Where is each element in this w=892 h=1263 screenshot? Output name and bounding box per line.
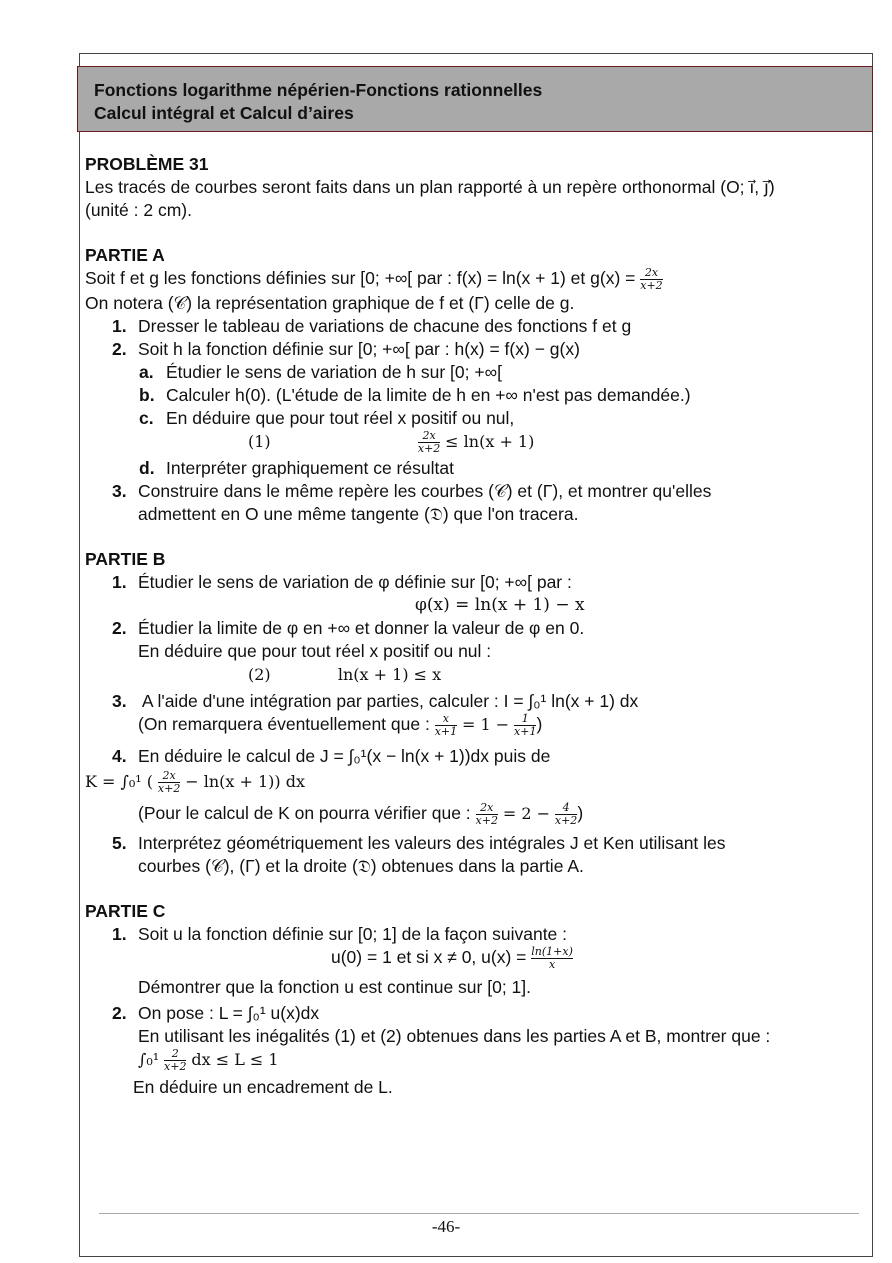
question-number: 5. — [112, 833, 127, 853]
question-c1-cont: Démontrer que la fonction u est continue sur [0; 1]. — [138, 977, 531, 997]
question-text: En déduire le calcul de J = ∫₀¹(x − ln(x + 1))dx puis de — [138, 746, 551, 766]
fraction-num: 2x — [480, 801, 494, 814]
question-b5-cont: courbes (𝒞), (Γ) et la droite (𝔇) obtenues dans la partie A. — [138, 856, 584, 876]
question-number: 1. — [112, 316, 127, 336]
question-text: A l'aide d'une intégration par parties, calculer : I = ∫₀¹ ln(x + 1) dx — [138, 691, 639, 711]
inequality-body: ln(x + 1) ≤ x — [337, 665, 442, 684]
sub-question-letter: c. — [139, 408, 154, 428]
problem-title: PROBLÈME 31 — [85, 154, 209, 174]
inequality-2 — [85, 663, 870, 686]
fraction-num: 1 — [521, 712, 529, 725]
fraction-num: x — [442, 712, 450, 725]
question-a1 — [85, 315, 870, 338]
formula-part: u(0) = 1 et si x ≠ 0, u(x) = — [331, 947, 527, 968]
fraction-den: x+2 — [157, 782, 181, 795]
question-b2-cont: En déduire que pour tout réel x positif ou nul : — [138, 641, 492, 661]
question-a2c — [85, 407, 870, 430]
problem-content — [85, 153, 870, 1099]
problem-intro: Les tracés de courbes seront faits dans un plan rapporté à un repère orthonormal (O; i⃗, j⃗) — [85, 177, 775, 197]
fraction-den: x+1 — [434, 725, 458, 738]
question-c1 — [85, 923, 870, 946]
formula-part: − ln(x + 1)) dx — [185, 772, 305, 792]
hint-text: (On remarquera éventuellement que : — [138, 714, 430, 735]
part-a-definition-text: Soit f et g les fonctions définies sur [0; +∞[ par : f(x) = ln(x + 1) et g(x) = — [85, 268, 636, 289]
page-number: -46- — [431, 1217, 461, 1236]
part-a-definition — [85, 267, 870, 292]
question-text: Interprétez géométriquement les valeurs des intégrales J et Ken utilisant les — [138, 833, 726, 853]
part-a-notation: On notera (𝒞) la représentation graphique de f et (Γ) celle de g. — [85, 293, 575, 313]
question-c2-final: En déduire un encadrement de L. — [133, 1077, 393, 1097]
fraction-den: x+2 — [475, 814, 498, 827]
question-text: Étudier le sens de variation de h sur [0; +∞[ — [166, 362, 502, 382]
question-text: En déduire que pour tout réel x positif ou nul, — [166, 408, 515, 428]
question-c2 — [85, 1002, 870, 1025]
problem-intro-unit: (unité : 2 cm). — [85, 200, 192, 220]
question-text: Étudier le sens de variation de φ définie sur [0; +∞[ par : — [138, 572, 572, 592]
fraction-num: 4 — [562, 801, 570, 814]
fraction-g — [640, 267, 662, 292]
fraction — [531, 946, 573, 971]
question-b4-hint — [85, 802, 870, 832]
question-a2a — [85, 361, 870, 384]
question-text: Soit h la fonction définie sur [0; +∞[ par : h(x) = f(x) − g(x) — [138, 339, 580, 359]
formula-part: = 2 − — [502, 804, 551, 824]
fraction — [164, 1048, 186, 1073]
question-number: 3. — [112, 481, 127, 501]
hint-close: ) — [577, 803, 584, 824]
formula-u — [85, 946, 870, 976]
fraction — [514, 713, 536, 738]
question-b3-hint — [85, 713, 870, 743]
question-a3 — [85, 480, 870, 503]
question-b1 — [85, 571, 870, 594]
inequality-tag: (1) — [248, 432, 271, 452]
question-text: Interpréter graphiquement ce résultat — [166, 458, 454, 478]
fraction — [158, 770, 180, 795]
question-text: Calculer h(0). (L'étude de la limite de h en +∞ n'est pas demandée.) — [166, 385, 691, 405]
fraction-den: x+2 — [554, 814, 578, 827]
question-a2d — [85, 457, 870, 480]
fraction-num: 2x — [422, 429, 436, 442]
question-number: 2. — [112, 339, 127, 359]
question-a2b — [85, 384, 870, 407]
sub-question-letter: b. — [139, 385, 155, 405]
fraction — [555, 802, 577, 827]
question-b2 — [85, 617, 870, 640]
sub-question-letter: d. — [139, 458, 155, 478]
question-c2-cont: En utilisant les inégalités (1) et (2) obtenues dans les parties A et B, montrer que : — [138, 1026, 771, 1046]
question-number: 1. — [112, 572, 127, 592]
fraction-den: x+2 — [164, 1060, 187, 1073]
fraction-num: 2 — [171, 1047, 179, 1060]
question-text: Soit u la fonction définie sur [0; 1] de la façon suivante : — [138, 924, 568, 944]
question-text: Étudier la limite de φ en +∞ et donner la valeur de φ en 0. — [138, 618, 585, 638]
question-text: Construire dans le même repère les courbes (𝒞) et (Γ), et montrer qu'elles — [138, 481, 712, 501]
part-a-title: PARTIE A — [85, 245, 165, 265]
chapter-title-line1: Fonctions logarithme népérien-Fonctions rationnelles — [94, 80, 543, 100]
fraction-den: x+2 — [417, 442, 441, 455]
sub-question-letter: a. — [139, 362, 154, 382]
formula-phi: φ(x) = ln(x + 1) − x — [415, 595, 585, 615]
question-text: On pose : L = ∫₀¹ u(x)dx — [138, 1003, 320, 1023]
fraction — [476, 802, 498, 827]
inequality-tag: (2) — [248, 665, 271, 684]
question-number: 2. — [112, 1003, 127, 1023]
fraction-num: 2x — [162, 769, 176, 782]
fraction-num: ln(1+x) — [531, 945, 573, 958]
chapter-header — [77, 66, 873, 132]
formula-part: ∫₀¹ — [138, 1050, 160, 1070]
question-b3 — [85, 690, 870, 713]
hint-close: ) — [536, 714, 543, 735]
part-b-title: PARTIE B — [85, 549, 166, 569]
part-c-title: PARTIE C — [85, 901, 166, 921]
formula-bounds — [85, 1048, 870, 1076]
inequality-rhs: ≤ ln(x + 1) — [445, 432, 535, 452]
hint-text: (Pour le calcul de K on pourra vérifier que : — [138, 803, 471, 824]
fraction — [435, 713, 457, 738]
fraction-den: x+2 — [640, 279, 663, 292]
fraction-den: x+1 — [514, 725, 537, 738]
question-a2 — [85, 338, 870, 361]
question-number: 2. — [112, 618, 127, 638]
footer-divider — [99, 1213, 859, 1214]
question-number: 4. — [112, 746, 127, 766]
question-number: 3. — [112, 691, 127, 711]
question-text: Dresser le tableau de variations de chacune des fonctions f et g — [138, 316, 632, 336]
question-a3-cont: admettent en O une même tangente (𝔇) que l'on tracera. — [138, 504, 579, 524]
question-b4 — [85, 745, 870, 768]
inequality-1 — [85, 430, 870, 457]
formula-k — [85, 768, 870, 802]
fraction-ineq1 — [418, 430, 440, 455]
fraction-num: 2x — [644, 266, 659, 279]
formula-part: = 1 − — [462, 715, 510, 735]
chapter-title-line2: Calcul intégral et Calcul d’aires — [94, 103, 354, 123]
formula-part: dx ≤ L ≤ 1 — [191, 1050, 279, 1070]
formula-part: K = ∫₀¹ ( — [85, 772, 154, 792]
question-b5 — [85, 832, 870, 855]
fraction-den: x — [531, 958, 573, 971]
question-number: 1. — [112, 924, 127, 944]
